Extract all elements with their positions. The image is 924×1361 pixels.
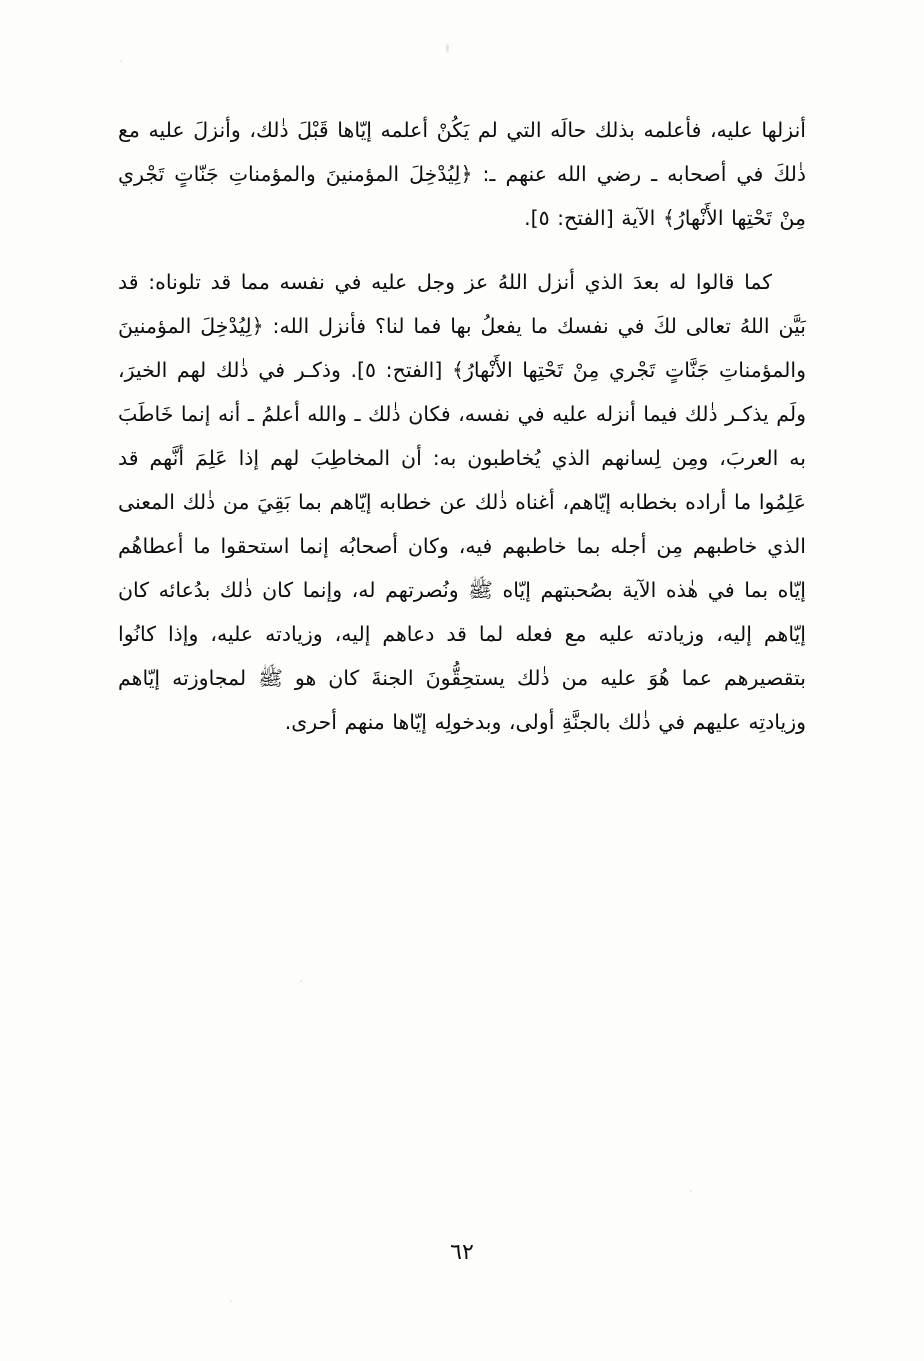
body-text: [118, 108, 806, 764]
paper-speckle: [446, 44, 449, 53]
paragraph-2: كما قالوا له بعدَ الذي أنزل اللهُ عز وجل عليه في نفسه مما قد تلوناه: قد بَيَّن اللهُ تعالى لكَ في نفسك ما يفعلُ بها فما لنا؟ فأنزل الله: ﴿لِيُدْخِلَ المؤمنينَ والمؤمناتِ جَنَّاتٍ تَجْري مِنْ تَحْتِها الأَنْهارُ﴾ [الفتح: ٥]. وذكـر في ذٰلك لهم الخيرَ، ولَم يذكـر ذٰلك فيما أنزله عليه في نفسه، فكان ذٰلك ـ والله أعلمُ ـ أنه إنما خَاطَبَ به العربَ، ومِن لِسانهم الذي يُخاطبون به: أن المخاطِبَ لهم إذا عَلِمَ أنَّهم قد عَلِمُوا ما أراده بخطابه إيّاهم، أغناه ذٰلك عن خطابه إيّاهم بما بَقِيَ من ذٰلك المعنى الذي خاطبهم مِن أجله بما خاطبهم فيه، وكان أصحابُه إنما استحقوا ما أعطاهُم إيّاه بما في هٰذه الآية بصُحبتهم إيّاه ﷺ ونُصرتهم له، وإنما كان ذٰلك بدُعائه كان إيّاهم إليه، وزيادته عليه مع فعله لما قد دعاهم إليه، وزيادته عليه، وإذا كانُوا بتقصيرهم عما هُوَ عليه من ذٰلك يستحِقُّونَ الجنةَ كان هو ﷺ لمجاوزته إيّاهم وزيادتِه عليهم في ذٰلك بالجنَّةِ أولى، وبدخولِه إيّاها منهم أحرى.: [118, 270, 806, 734]
paragraph-1: أنزلها عليه، فأعلمه بذلك حالَه التي لم يَكُنْ أعلمه إيّاها قَبْلَ ذٰلك، وأنزلَ عليه مع ذٰلكَ في أصحابه ـ رضي الله عنهم ـ: ﴿لِيُدْخِلَ المؤمنينَ والمؤمناتِ جَنّاتٍ تَجْري مِنْ تَحْتِها الأَنْهارُ﴾ الآية [الفتح: ٥].: [118, 118, 806, 230]
paper-speckle: [120, 60, 122, 62]
page-number: ٦٢: [450, 1240, 474, 1265]
paper-speckle: [690, 1190, 692, 1192]
paper-speckle: [230, 1300, 232, 1302]
paper-speckle: [300, 980, 302, 982]
